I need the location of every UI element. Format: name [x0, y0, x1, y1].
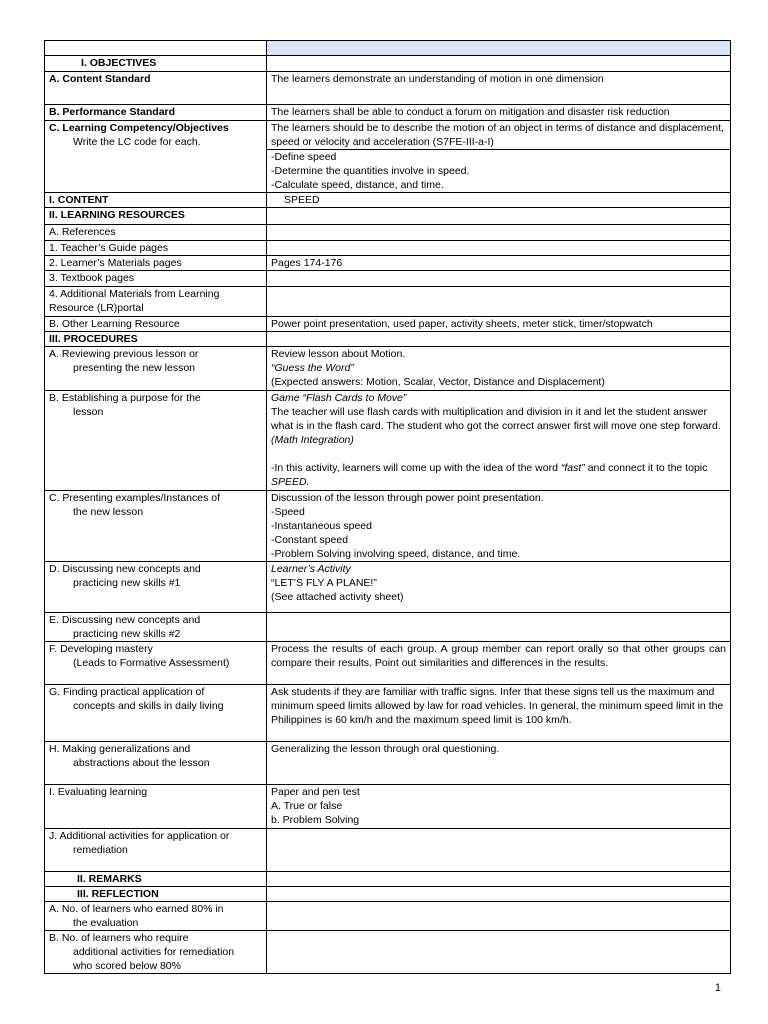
proc-j-label: J. Additional activities for application or remediation: [45, 829, 267, 872]
textbook-label: 3. Textbook pages: [45, 271, 267, 287]
content-label: I. CONTENT: [45, 193, 267, 208]
competency-label: C. Learning Competency/Objectives: [49, 122, 229, 134]
lm-pages-label: 2. Learner’s Materials pages: [45, 256, 267, 271]
proc-b-value: Game “Flash Cards to Move” The teacher will use flash cards with multiplication and division in it and let the student answer what is in the flash card. The student who got the correct answer first will move one step forward. (Math Integration) -In this activity, learners will come up with the idea of the word “fast” and connect it to the topic SPEED.: [267, 391, 731, 491]
remarks-label: II. REMARKS: [45, 872, 267, 887]
refl-a-label: A. No. of learners who earned 80% in the evaluation: [45, 902, 267, 931]
page-number: 1: [714, 982, 721, 994]
table-row: [45, 902, 731, 931]
table-row: [45, 829, 731, 872]
proc-g-label: G. Finding practical application of concepts and skills in daily living: [45, 685, 267, 742]
table-row: [45, 105, 731, 121]
proc-d-value: Learner’s Activity “LET’S FLY A PLANE!” (See attached activity sheet): [267, 562, 731, 613]
proc-f-value: Process the results of each group. A group member can report orally so that other groups can compare their results. Point out similarities and differences in the results.: [267, 642, 731, 685]
proc-a-value: Review lesson about Motion. “Guess the Word” (Expected answers: Motion, Scalar, Vector, Distance and Displacement): [267, 347, 731, 391]
table-row: [45, 121, 731, 150]
content-value: SPEED: [267, 193, 731, 208]
objective-item: -Determine the quantities involve in speed.: [271, 165, 470, 177]
tg-pages-label: 1. Teacher’s Guide pages: [45, 241, 267, 256]
proc-h-value: Generalizing the lesson through oral questioning.: [267, 742, 731, 785]
table-row: [45, 347, 731, 391]
proc-c-value: Discussion of the lesson through power point presentation. -Speed -Instantaneous speed -Constant speed -Problem Solving involving speed, distance, and time.: [267, 491, 731, 562]
table-row: [45, 72, 731, 105]
competency-objectives: [267, 150, 731, 193]
table-row: [45, 256, 731, 271]
table-row: [45, 208, 731, 225]
content-standard-label: A. Content Standard: [45, 72, 267, 105]
refl-b-label: B. No. of learners who require additional activities for remediation who scored below 80%: [45, 931, 267, 974]
other-resource-label: B. Other Learning Resource: [45, 317, 267, 332]
competency-value: The learners should be to describe the motion of an object in terms of distance and displacement, speed or velocity and acceleration (S7FE-III-a-I): [267, 121, 731, 150]
performance-standard-value: The learners shall be able to conduct a forum on mitigation and disaster risk reduction: [267, 105, 731, 121]
table-row: [45, 613, 731, 642]
table-row: [45, 317, 731, 332]
proc-h-label: H. Making generalizations and abstractions about the lesson: [45, 742, 267, 785]
table-row: [45, 241, 731, 256]
competency-label-cell: [45, 121, 267, 193]
other-resource-value: Power point presentation, used paper, activity sheets, meter stick, timer/stopwatch: [267, 317, 731, 332]
table-row: [45, 391, 731, 491]
procedures-label: III. PROCEDURES: [45, 332, 267, 347]
lesson-plan-table: [44, 40, 731, 974]
table-row: [45, 287, 731, 317]
table-row: [45, 685, 731, 742]
table-row: [45, 887, 731, 902]
resources-label: II. LEARNING RESOURCES: [45, 208, 267, 225]
content-standard-value: The learners demonstrate an understanding of motion in one dimension: [267, 72, 731, 105]
table-row: [45, 931, 731, 974]
lm-pages-value: Pages 174-176: [267, 256, 731, 271]
table-row: [45, 193, 731, 208]
additional-materials-label: 4. Additional Materials from Learning Resource (LR)portal: [45, 287, 267, 317]
table-row: [45, 225, 731, 241]
proc-i-label: I. Evaluating learning: [45, 785, 267, 829]
competency-sub: Write the LC code for each.: [73, 136, 201, 148]
performance-standard-label: B. Performance Standard: [45, 105, 267, 121]
table-row: [45, 332, 731, 347]
table-row: [45, 642, 731, 685]
header-shaded-cell: [267, 41, 731, 56]
references-label: A. References: [45, 225, 267, 241]
table-row: [45, 785, 731, 829]
proc-e-label: E. Discussing new concepts and practicing new skills #2: [45, 613, 267, 642]
proc-d-label: D. Discussing new concepts and practicing new skills #1: [45, 562, 267, 613]
proc-i-value: Paper and pen test A. True or false b. Problem Solving: [267, 785, 731, 829]
table-row: [45, 742, 731, 785]
proc-c-label: C. Presenting examples/Instances of the new lesson: [45, 491, 267, 562]
table-row: [45, 271, 731, 287]
proc-a-label: A. Reviewing previous lesson or presenting the new lesson: [45, 347, 267, 391]
table-row: [45, 41, 731, 56]
table-row: [45, 56, 731, 72]
reflection-label: III. REFLECTION: [45, 887, 267, 902]
objective-item: -Calculate speed, distance, and time.: [271, 179, 444, 191]
table-row: [45, 562, 731, 613]
proc-b-label: B. Establishing a purpose for the lesson: [45, 391, 267, 491]
table-row: [45, 872, 731, 887]
objectives-heading: I. OBJECTIVES: [45, 56, 267, 72]
objective-item: -Define speed: [271, 151, 337, 163]
proc-g-value: Ask students if they are familiar with traffic signs. Infer that these signs tell us the maximum and minimum speed limits allowed by law for road vehicles. In general, the minimum speed limit in the Philippines is 60 km/h and the maximum speed limit is 100 km/h.: [267, 685, 731, 742]
proc-f-label: F. Developing mastery (Leads to Formative Assessment): [45, 642, 267, 685]
table-row: [45, 491, 731, 562]
